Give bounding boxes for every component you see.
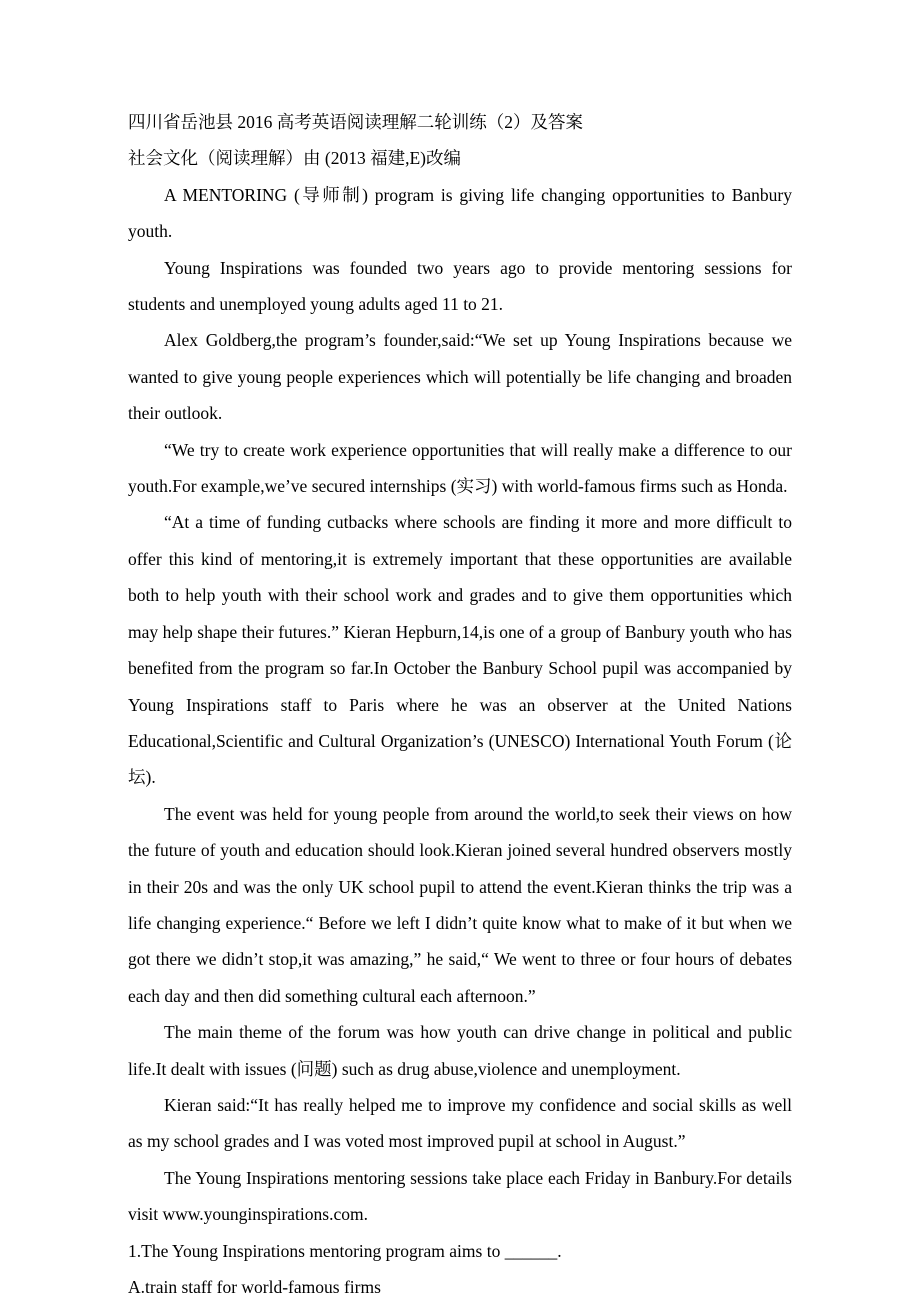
passage-paragraph-1: A MENTORING (导师制) program is giving life changing opportunities to Banbury youth. (128, 184, 792, 242)
passage-paragraph-7: The main theme of the forum was how youth can drive change in political and public life.It dealt with issues (问题) such as drug abuse,violence and unemployment. (128, 1022, 792, 1079)
passage-paragraph-5: “At a time of funding cutbacks where schools are finding it more and more difficult to offer this kind of mentoring,it is extremely important that these opportunities are available both to help youth with their school work and grades and to give them opportunities which may help shape their futures.” Kieran Hepburn,14,is one of a group of Banbury youth who has benefited from the program so far.In October the Banbury School pupil was accompanied by Young Inspirations staff to Paris where he was an observer at the United Nations Educational,Scientific and Cultural Organization’s (UNESCO) International Youth Forum (论坛). (128, 512, 792, 788)
passage-paragraph-6: The event was held for young people from around the world,to seek their views on how the future of youth and education should look.Kieran joined several hundred observers mostly in their 20s and was the only UK school pupil to attend the event.Kieran thinks the trip was a life changing experience.“ Before we left I didn’t quite know what to make of it but when we got there we didn’t stop,it was amazing,” he said,“ We went to three or four hours of debates each day and then did something cultural each afternoon.” (128, 803, 792, 1006)
passage-paragraph-8: Kieran said:“It has really helped me to improve my confidence and social skills as well as my school grades and I was voted most improved pupil at school in August.” (128, 1094, 792, 1152)
question-1: 1.The Young Inspirations mentoring program aims to ______. (128, 1240, 562, 1261)
passage-paragraph-2: Young Inspirations was founded two years ago to provide mentoring sessions for students and unemployed young adults aged 11 to 21. (128, 257, 792, 315)
passage-paragraph-9: The Young Inspirations mentoring sessions take place each Friday in Banbury.For details visit www.younginspirations.com. (128, 1167, 792, 1225)
doc-title: 四川省岳池县 2016 高考英语阅读理解二轮训练（2）及答案 (128, 112, 583, 132)
doc-source-line: 社会文化（阅读理解）由 (2013 福建,E)改编 (128, 148, 461, 169)
question-1-option-a: A.train staff for world-famous firms (128, 1277, 381, 1297)
passage-paragraph-4: “We try to create work experience opportunities that will really make a difference to our youth.For example,we’ve secured internships (实习) with world-famous firms such as Honda. (128, 439, 792, 497)
passage-paragraph-3: Alex Goldberg,the program’s founder,said:“We set up Young Inspirations because we wanted to give young people experiences which will potentially be life changing and broaden their outlook. (128, 330, 792, 424)
